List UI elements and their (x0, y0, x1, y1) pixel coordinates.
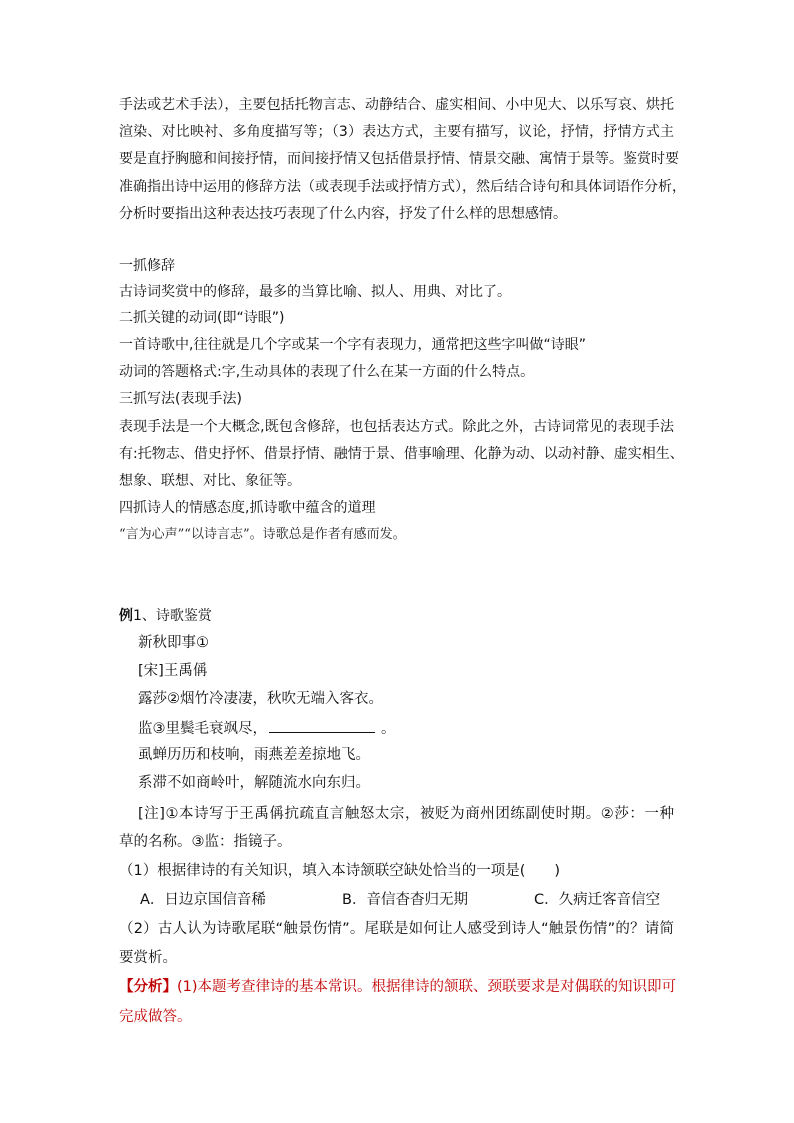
section-heading: 三抓写法(表现手法) (119, 391, 242, 407)
body-line: 动词的答题格式:字,生动具体的表现了什么在某一方面的什么特点。 (119, 364, 535, 380)
note-line: [注]①本诗写于王禹偁抗疏直言触怒太宗，被贬为商州团练副使时期。②莎：一种 (138, 806, 674, 822)
body-line: 渲染、对比映衬、多角度描写等；（3）表达方式，主要有描写，议论，抒情，抒情方式主 (119, 124, 674, 140)
question-2-cont: 要赏析。 (119, 950, 177, 966)
poem-line: 露莎②烟竹冷凄凄，秋吹无端入客衣。 (138, 691, 383, 707)
section-heading: 二抓关键的动词(即“诗眼”) (119, 310, 285, 326)
body-line: 手法或艺术手法），主要包括托物言志、动静结合、虚实相间、小中见大、以乐写哀、烘托 (119, 97, 674, 113)
poem-line: 监③里鬓毛衰飒尽， (138, 721, 267, 737)
analysis-label: 【分析】 (119, 979, 177, 995)
section-heading: 四抓诗人的情感态度,抓诗歌中蕴含的道理 (119, 500, 376, 516)
note-line: 草的名称。③监：指镜子。 (119, 834, 292, 850)
analysis-text: (1)本题考查律诗的基本常识。根据律诗的颔联、颈联要求是对偶联的知识即可 (177, 979, 677, 995)
body-line: 要是直抒胸臆和间接抒情，而间接抒情又包括借景抒情、情景交融、寓情于景等。鉴赏时要 (119, 151, 679, 167)
poem-line: 虱蝉历历和枝响，雨燕差差掠地飞。 (138, 747, 370, 763)
question-2: （2）古人认为诗歌尾联“触景伤情”。尾联是如何让人感受到诗人“触景伤情”的？请简 (119, 921, 674, 937)
quote-line: “言为心声”“以诗言志”。诗歌总是作者有感而发。 (119, 527, 406, 542)
body-line: 一首诗歌中,往往就是几个字或某一个字有表现力，通常把这些字叫做“诗眼” (119, 337, 586, 353)
example-title (119, 609, 212, 623)
example-label: 例 (119, 608, 133, 624)
body-line: 古诗词奖赏中的修辞，最多的当算比喻、拟人、用典、对比了。 (119, 284, 511, 300)
question-1: （1）根据律诗的有关知识，填入本诗颔联空缺处恰当的一项是( ) (119, 863, 561, 879)
example-title-text: 1、诗歌鉴赏 (133, 608, 212, 624)
body-line: 准确指出诗中运用的修辞方法（或表现手法或抒情方式），然后结合诗句和具体词语作分析， (119, 179, 686, 195)
option-b[interactable]: B．音信杳杳归无期 (342, 892, 468, 908)
option-a[interactable]: A．日边京国信音稀 (140, 892, 266, 908)
analysis-line (119, 980, 676, 995)
body-line: 想象、联想、对比、象征等。 (119, 473, 301, 489)
poem-author: [宋]王禹偁 (138, 663, 208, 679)
poem-line-end: 。 (381, 721, 396, 737)
poem-line: 系滞不如商岭叶，解随流水向东归。 (138, 775, 370, 791)
body-line: 有:托物志、借史抒怀、借景抒情、融情于景、借事喻理、化静为动、以动衬静、虚实相生、 (119, 446, 684, 462)
answer-blank[interactable] (269, 720, 375, 733)
analysis-line: 完成做答。 (119, 1009, 192, 1025)
section-heading: 一抓修辞 (119, 258, 175, 274)
body-line: 表现手法是一个大概念,既包含修辞，也包括表达方式。除此之外，古诗词常见的表现手法 (119, 419, 674, 435)
option-c[interactable]: C．久病迁客音信空 (534, 892, 661, 908)
poem-line-with-blank (138, 720, 396, 737)
body-line: 分析时要指出这种表达技巧表现了什么内容，抒发了什么样的思想感情。 (119, 206, 567, 222)
poem-title: 新秋即事① (138, 635, 209, 651)
